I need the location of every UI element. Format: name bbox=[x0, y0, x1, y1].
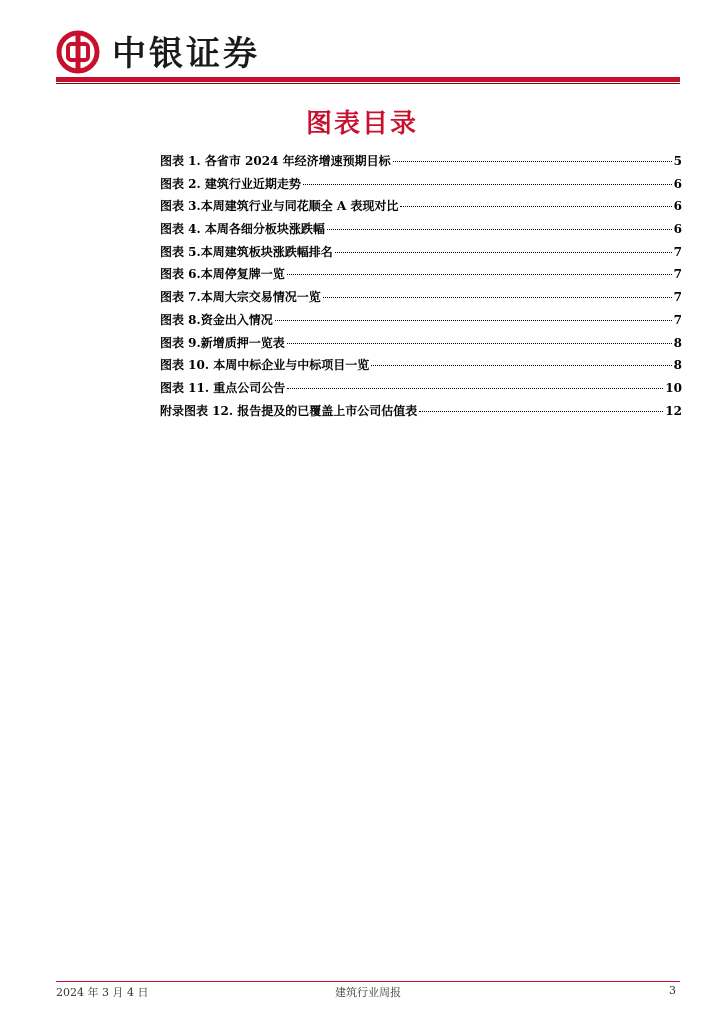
toc-entry-label: 图表 8.资金出入情况 bbox=[160, 312, 273, 327]
toc-entry-label: 图表 6.本周停复牌一览 bbox=[160, 267, 285, 282]
leader-dots bbox=[275, 320, 672, 321]
leader-dots bbox=[400, 206, 671, 207]
header-rule bbox=[56, 77, 680, 82]
leader-dots bbox=[371, 365, 671, 366]
toc-entry-page: 10 bbox=[665, 380, 682, 395]
header-rule-thin bbox=[56, 83, 680, 84]
toc-entry-label: 图表 9.新增质押一览表 bbox=[160, 335, 285, 350]
toc-entry-label: 图表 2. 建筑行业近期走势 bbox=[160, 176, 301, 191]
toc-entry-3[interactable] bbox=[160, 197, 682, 220]
toc-entry-page: 7 bbox=[673, 290, 682, 305]
page-footer bbox=[56, 984, 680, 1002]
toc-entry-page: 8 bbox=[673, 335, 682, 350]
toc-entry-page: 12 bbox=[665, 403, 682, 418]
toc-entry-label: 图表 3.本周建筑行业与同花顺全 A 表现对比 bbox=[160, 199, 399, 214]
leader-dots bbox=[335, 252, 672, 253]
toc-title: 图表目录 bbox=[305, 109, 418, 139]
toc-entry-7[interactable] bbox=[160, 288, 682, 311]
leader-dots bbox=[323, 297, 672, 298]
toc-entry-label: 图表 4. 本周各细分板块涨跌幅 bbox=[160, 222, 325, 237]
toc-entry-label: 附录图表 12. 报告提及的已覆盖上市公司估值表 bbox=[160, 403, 418, 418]
toc-entry-page: 8 bbox=[673, 358, 682, 373]
toc-entry-label: 图表 7.本周大宗交易情况一览 bbox=[160, 290, 321, 305]
toc-entry-8[interactable] bbox=[160, 311, 682, 334]
toc-entry-label: 图表 1. 各省市 2024 年经济增速预期目标 bbox=[160, 154, 391, 168]
toc-entry-4[interactable] bbox=[160, 220, 682, 243]
leader-dots bbox=[419, 411, 663, 412]
toc-entry-page: 6 bbox=[673, 222, 682, 237]
toc-entry-page: 7 bbox=[673, 312, 682, 327]
toc-entry-label: 图表 5.本周建筑板块涨跌幅排名 bbox=[160, 244, 333, 259]
toc-entry-5[interactable] bbox=[160, 243, 682, 266]
report-name: 建筑行业周报 bbox=[335, 986, 401, 999]
toc-entry-page: 5 bbox=[673, 154, 682, 168]
toc-entry-10[interactable] bbox=[160, 356, 682, 379]
leader-dots bbox=[287, 274, 672, 275]
toc-entry-page: 6 bbox=[673, 176, 682, 191]
leader-dots bbox=[393, 161, 672, 162]
toc-entry-2[interactable] bbox=[160, 175, 682, 198]
toc-entry-1[interactable] bbox=[160, 152, 682, 175]
toc-entry-label: 图表 10. 本周中标企业与中标项目一览 bbox=[160, 358, 370, 373]
page-header bbox=[56, 28, 680, 84]
brand-name: 中银证券 bbox=[112, 34, 260, 74]
toc-entry-page: 7 bbox=[673, 267, 682, 282]
footer-rule bbox=[56, 981, 680, 982]
leader-dots bbox=[303, 184, 672, 185]
bank-of-china-logo-icon bbox=[56, 30, 100, 74]
leader-dots bbox=[287, 388, 663, 389]
toc-entry-label: 图表 11. 重点公司公告 bbox=[160, 380, 286, 395]
toc-entry-11[interactable] bbox=[160, 379, 682, 402]
leader-dots bbox=[327, 229, 672, 230]
report-date: 2024 年 3 月 4 日 bbox=[56, 986, 149, 999]
toc-entry-6[interactable] bbox=[160, 265, 682, 288]
toc-entry-9[interactable] bbox=[160, 334, 682, 357]
toc-list bbox=[160, 152, 682, 424]
page-number: 3 bbox=[669, 984, 676, 997]
leader-dots bbox=[287, 343, 672, 344]
toc-entry-page: 6 bbox=[673, 199, 682, 214]
toc-entry-12[interactable] bbox=[160, 402, 682, 425]
toc-entry-page: 7 bbox=[673, 244, 682, 259]
